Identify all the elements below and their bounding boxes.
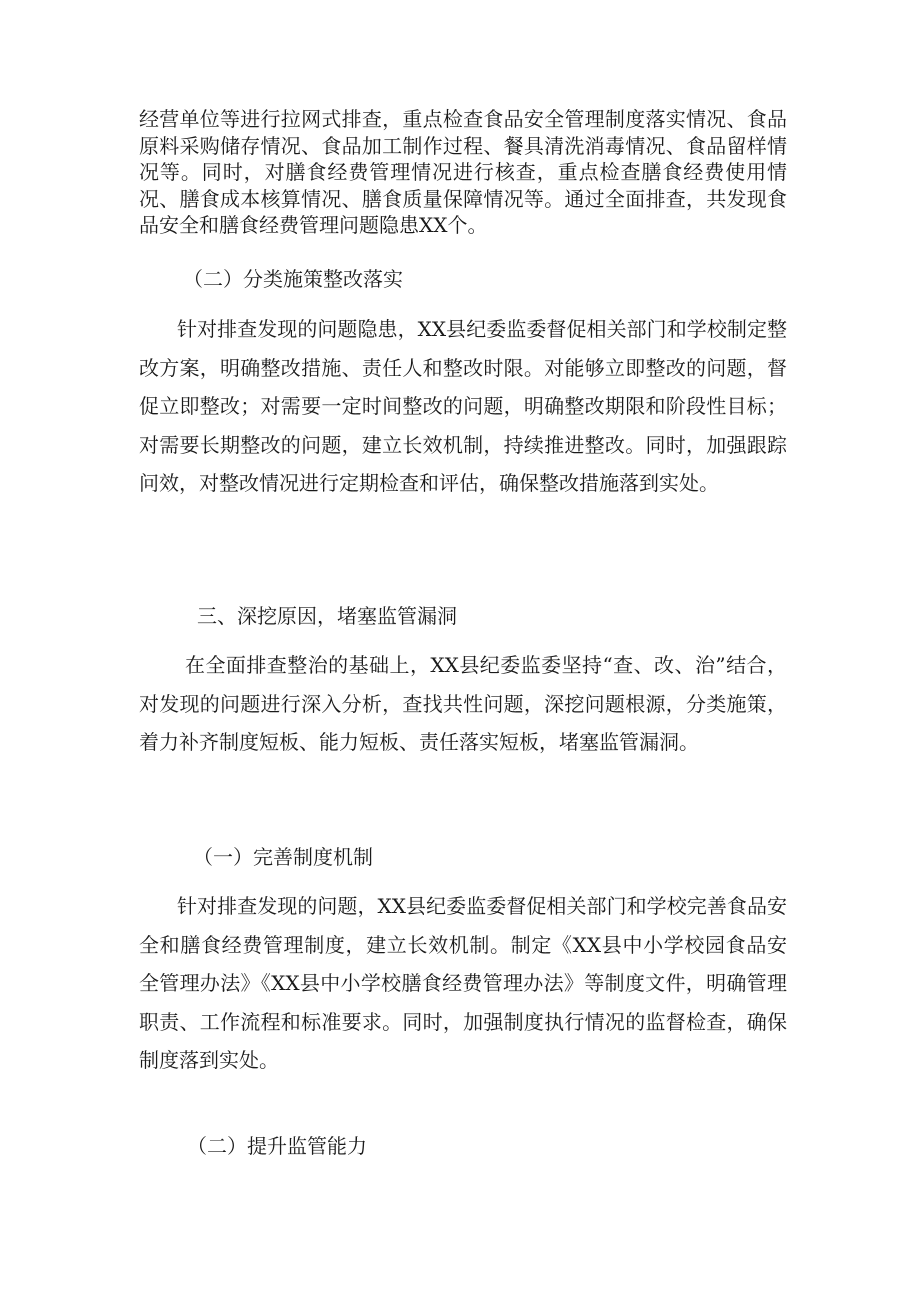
heading-section-three: 三、深挖原因，堵塞监管漏洞	[197, 604, 457, 628]
paragraph-system-mechanism: 针对排查发现的问题，XX县纪委监委督促相关部门和学校完善食品安全和膳食经费管理制度，建立长效机制。制定《XX县中小学校园食品安全管理办法》《XX县中小学校膳食经费管理办法》等制度文件，明确管理职责、工作流程和标准要求。同时，加强制度执行情况的监督检查，确保制度落到实处。	[139, 894, 787, 1072]
paragraph-rectification: 针对排查发现的问题隐患，XX县纪委监委督促相关部门和学校制定整改方案，明确整改措施、责任人和整改时限。对能够立即整改的问题，督促立即整改；对需要一定时间整改的问题，明确整改期限和阶段性目标；对需要长期整改的问题，建立长效机制，持续推进整改。同时，加强跟踪问效，对整改情况进行定期检查和评估，确保整改措施落到实处。	[139, 317, 787, 495]
heading-improve-system: （一）完善制度机制	[193, 845, 373, 869]
heading-classified-rectification: （二）分类施策整改落实	[183, 267, 403, 291]
paragraph-root-causes: 在全面排查整治的基础上，XX县纪委监委坚持“查、改、治”结合，对发现的问题进行深入分析，查找共性问题，深挖问题根源，分类施策，着力补齐制度短板、能力短板、责任落实短板，堵塞监管漏洞。	[139, 653, 787, 754]
heading-enhance-supervision: （二）提升监管能力	[187, 1134, 367, 1158]
paragraph-investigation: 经营单位等进行拉网式排查，重点检查食品安全管理制度落实情况、食品原料采购储存情况、食品加工制作过程、餐具清洗消毒情况、食品留样情况等。同时，对膳食经费管理情况进行核查，重点检查膳食经费使用情况、膳食成本核算情况、膳食质量保障情况等。通过全面排查，共发现食品安全和膳食经费管理问题隐患XX个。	[139, 107, 787, 237]
